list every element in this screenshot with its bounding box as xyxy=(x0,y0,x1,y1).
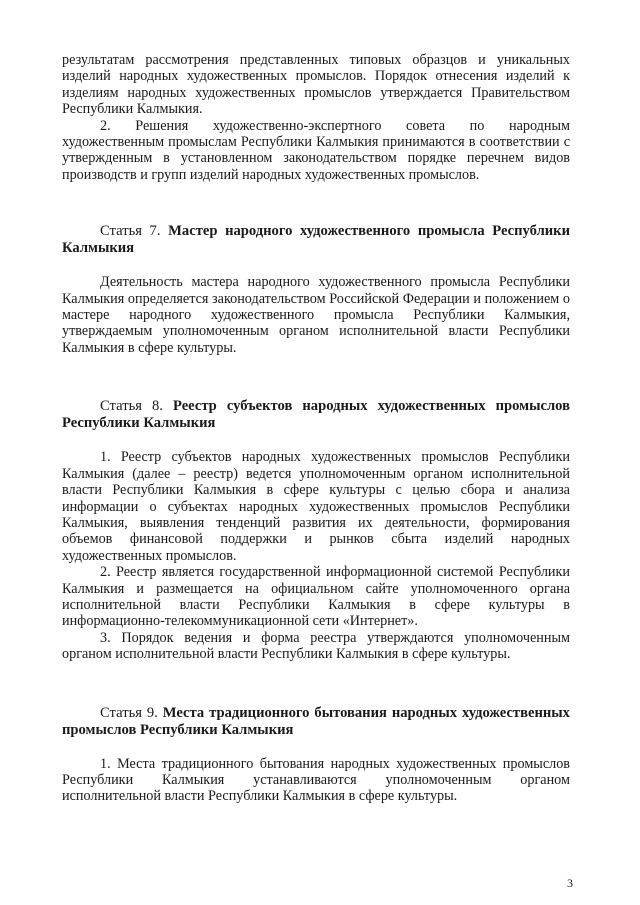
article-9-label: Статья 9. xyxy=(100,704,158,721)
article-7-heading xyxy=(62,223,570,257)
article-9-title: Места традиционного бытования народных художественных промыслов Республики Калмыкия xyxy=(62,704,570,738)
article-7-text: Деятельность мастера народного художественного промысла Республики Калмыкия определяется законодательством Российской Федерации и положением о мастере народного художественного промысла Республики Калмыкия, утверждаемым уполномоченным органом исполнительной власти Республики Калмыкия в сфере культуры. xyxy=(62,274,570,356)
article-8-label: Статья 8. xyxy=(100,398,163,415)
article-9-heading xyxy=(62,705,570,739)
article-7-title: Мастер народного художественного промысла Республики Калмыкия xyxy=(62,223,570,257)
paragraph-2: 2. Решения художественно-экспертного совета по народным художественным промыслам Республики Калмыкия принимаются в соответствии с утвержденным в установленном законодательством порядке перечнем видов производств и групп изделий народных художественных промыслов. xyxy=(62,117,570,183)
article-8-paragraph-1: 1. Реестр субъектов народных художественных промыслов Республики Калмыкия (далее – реестр) ведется уполномоченным органом исполнительной власти Республики Калмыкия в сфере культуры с целью сбора и анализа информации о субъектах народных художественных промыслов Республики Калмыкия, выявления тенденций развития их деятельности, формирования объемов финансовой поддержки и рынков сбыта изделий народных художественных промыслов. xyxy=(62,449,570,564)
article-8-paragraph-3: 3. Порядок ведения и форма реестра утверждаются уполномоченным органом исполнительной власти Республики Калмыкия в сфере культуры. xyxy=(62,629,570,663)
intro-paragraph: результатам рассмотрения представленных типовых образцов и уникальных изделий народных художественных промыслов. Порядок отнесения изделий к изделиям народных художественных промыслов утверждается Правительством Республики Калмыкия. xyxy=(62,52,570,118)
article-8-heading xyxy=(62,398,570,432)
article-8-paragraph-2: 2. Реестр является государственной информационной системой Республики Калмыкия и размещается на официальном сайте уполномоченного органа исполнительной власти Республики Калмыкия в сфере культуры в информационно-телекоммуникационной сети «Интернет». xyxy=(62,564,570,630)
page-number: 3 xyxy=(567,876,573,890)
article-7-label: Статья 7. xyxy=(100,223,161,240)
article-8-title: Реестр субъектов народных художественных промыслов Республики Калмыкия xyxy=(62,398,570,432)
article-9-paragraph-1: 1. Места традиционного бытования народных художественных промыслов Республики Калмыкия устанавливаются уполномоченным органом исполнительной власти Республики Калмыкия в сфере культуры. xyxy=(62,755,570,805)
